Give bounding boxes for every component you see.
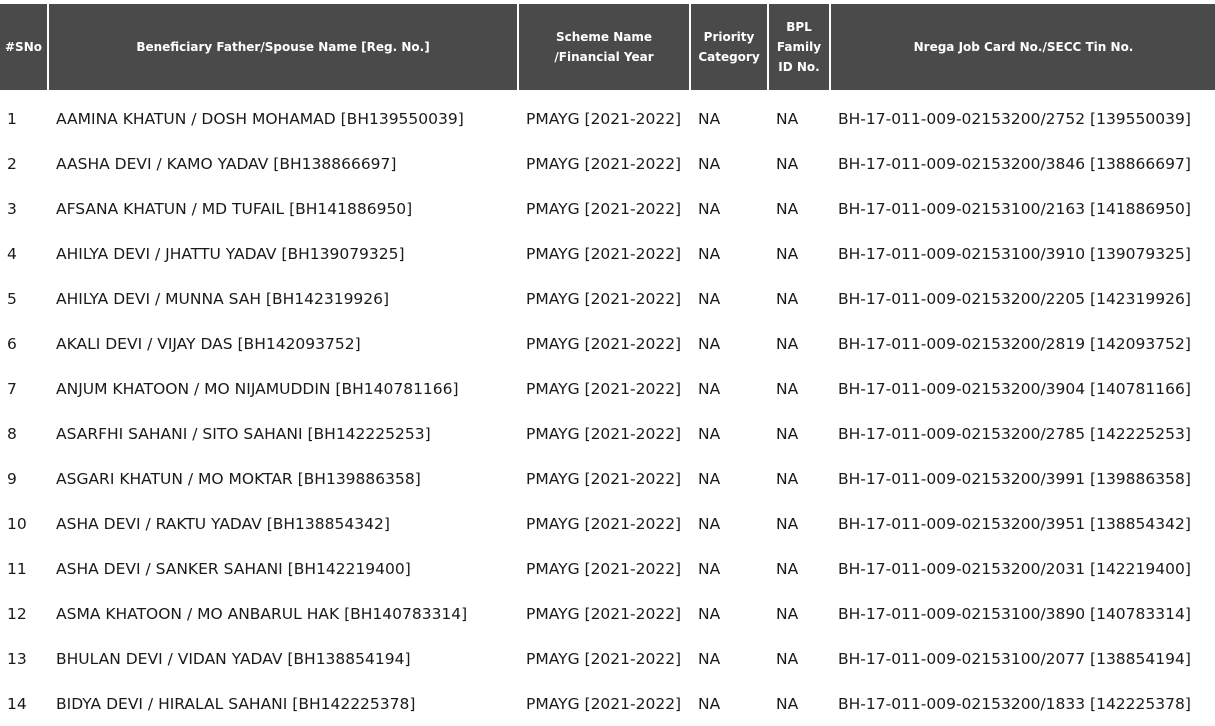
header-bpl[interactable]: BPL Family ID No. — [768, 2, 830, 90]
cell-nrega: BH-17-011-009-02153200/2785 [142225253] — [830, 411, 1215, 456]
cell-priority: NA — [690, 456, 768, 501]
cell-sno: 10 — [0, 501, 48, 546]
cell-scheme: PMAYG [2021-2022] — [518, 411, 690, 456]
cell-nrega: BH-17-011-009-02153200/3904 [140781166] — [830, 366, 1215, 411]
cell-beneficiary: ANJUM KHATOON / MO NIJAMUDDIN [BH140781166] — [48, 366, 518, 411]
cell-sno: 7 — [0, 366, 48, 411]
cell-beneficiary: AAMINA KHATUN / DOSH MOHAMAD [BH139550039] — [48, 90, 518, 141]
cell-nrega: BH-17-011-009-02153200/1833 [142225378] — [830, 681, 1215, 726]
cell-bpl: NA — [768, 366, 830, 411]
header-beneficiary[interactable]: Beneficiary Father/Spouse Name [Reg. No.] — [48, 2, 518, 90]
cell-priority: NA — [690, 591, 768, 636]
cell-bpl: NA — [768, 591, 830, 636]
cell-scheme: PMAYG [2021-2022] — [518, 681, 690, 726]
cell-beneficiary: ASGARI KHATUN / MO MOKTAR [BH139886358] — [48, 456, 518, 501]
cell-bpl: NA — [768, 276, 830, 321]
cell-priority: NA — [690, 366, 768, 411]
cell-nrega: BH-17-011-009-02153100/3890 [140783314] — [830, 591, 1215, 636]
cell-nrega: BH-17-011-009-02153200/3991 [139886358] — [830, 456, 1215, 501]
cell-scheme: PMAYG [2021-2022] — [518, 456, 690, 501]
table-row — [0, 321, 1215, 366]
table-row — [0, 591, 1215, 636]
cell-scheme: PMAYG [2021-2022] — [518, 636, 690, 681]
cell-bpl: NA — [768, 90, 830, 141]
cell-beneficiary: AASHA DEVI / KAMO YADAV [BH138866697] — [48, 141, 518, 186]
table-row — [0, 186, 1215, 231]
header-priority[interactable]: Priority Category — [690, 2, 768, 90]
cell-nrega: BH-17-011-009-02153200/2031 [142219400] — [830, 546, 1215, 591]
cell-sno: 9 — [0, 456, 48, 501]
cell-bpl: NA — [768, 411, 830, 456]
cell-priority: NA — [690, 411, 768, 456]
cell-sno: 3 — [0, 186, 48, 231]
cell-priority: NA — [690, 141, 768, 186]
cell-scheme: PMAYG [2021-2022] — [518, 90, 690, 141]
cell-sno: 1 — [0, 90, 48, 141]
table-row — [0, 501, 1215, 546]
cell-sno: 4 — [0, 231, 48, 276]
cell-beneficiary: AKALI DEVI / VIJAY DAS [BH142093752] — [48, 321, 518, 366]
cell-beneficiary: BHULAN DEVI / VIDAN YADAV [BH138854194] — [48, 636, 518, 681]
table-row — [0, 456, 1215, 501]
cell-beneficiary: BIDYA DEVI / HIRALAL SAHANI [BH142225378] — [48, 681, 518, 726]
cell-beneficiary: AHILYA DEVI / MUNNA SAH [BH142319926] — [48, 276, 518, 321]
cell-bpl: NA — [768, 456, 830, 501]
table-row — [0, 276, 1215, 321]
header-scheme[interactable]: Scheme Name /Financial Year — [518, 2, 690, 90]
cell-sno: 8 — [0, 411, 48, 456]
cell-beneficiary: ASMA KHATOON / MO ANBARUL HAK [BH140783314] — [48, 591, 518, 636]
cell-sno: 12 — [0, 591, 48, 636]
cell-sno: 13 — [0, 636, 48, 681]
cell-beneficiary: ASARFHI SAHANI / SITO SAHANI [BH142225253] — [48, 411, 518, 456]
cell-beneficiary: ASHA DEVI / RAKTU YADAV [BH138854342] — [48, 501, 518, 546]
table-row — [0, 231, 1215, 276]
table-row — [0, 681, 1215, 726]
cell-beneficiary: ASHA DEVI / SANKER SAHANI [BH142219400] — [48, 546, 518, 591]
cell-priority: NA — [690, 231, 768, 276]
table-row — [0, 90, 1215, 141]
cell-scheme: PMAYG [2021-2022] — [518, 366, 690, 411]
cell-nrega: BH-17-011-009-02153200/3846 [138866697] — [830, 141, 1215, 186]
cell-bpl: NA — [768, 501, 830, 546]
cell-sno: 6 — [0, 321, 48, 366]
cell-bpl: NA — [768, 546, 830, 591]
table-row — [0, 411, 1215, 456]
cell-scheme: PMAYG [2021-2022] — [518, 231, 690, 276]
cell-bpl: NA — [768, 636, 830, 681]
cell-scheme: PMAYG [2021-2022] — [518, 276, 690, 321]
table-header-row — [0, 2, 1215, 90]
table-row — [0, 141, 1215, 186]
cell-priority: NA — [690, 681, 768, 726]
cell-bpl: NA — [768, 186, 830, 231]
cell-scheme: PMAYG [2021-2022] — [518, 321, 690, 366]
cell-nrega: BH-17-011-009-02153200/2752 [139550039] — [830, 90, 1215, 141]
cell-bpl: NA — [768, 321, 830, 366]
cell-bpl: NA — [768, 231, 830, 276]
cell-bpl: NA — [768, 141, 830, 186]
cell-priority: NA — [690, 90, 768, 141]
cell-beneficiary: AFSANA KHATUN / MD TUFAIL [BH141886950] — [48, 186, 518, 231]
cell-scheme: PMAYG [2021-2022] — [518, 501, 690, 546]
cell-priority: NA — [690, 501, 768, 546]
cell-nrega: BH-17-011-009-02153200/3951 [138854342] — [830, 501, 1215, 546]
cell-beneficiary: AHILYA DEVI / JHATTU YADAV [BH139079325] — [48, 231, 518, 276]
cell-sno: 2 — [0, 141, 48, 186]
cell-sno: 11 — [0, 546, 48, 591]
cell-scheme: PMAYG [2021-2022] — [518, 591, 690, 636]
cell-priority: NA — [690, 276, 768, 321]
table-row — [0, 636, 1215, 681]
cell-priority: NA — [690, 321, 768, 366]
cell-nrega: BH-17-011-009-02153100/2077 [138854194] — [830, 636, 1215, 681]
cell-sno: 5 — [0, 276, 48, 321]
cell-priority: NA — [690, 186, 768, 231]
cell-scheme: PMAYG [2021-2022] — [518, 141, 690, 186]
cell-priority: NA — [690, 636, 768, 681]
cell-scheme: PMAYG [2021-2022] — [518, 186, 690, 231]
cell-priority: NA — [690, 546, 768, 591]
cell-nrega: BH-17-011-009-02153100/3910 [139079325] — [830, 231, 1215, 276]
cell-nrega: BH-17-011-009-02153200/2205 [142319926] — [830, 276, 1215, 321]
cell-sno: 14 — [0, 681, 48, 726]
table-row — [0, 366, 1215, 411]
cell-nrega: BH-17-011-009-02153200/2819 [142093752] — [830, 321, 1215, 366]
header-sno[interactable]: #SNo — [0, 2, 48, 90]
cell-scheme: PMAYG [2021-2022] — [518, 546, 690, 591]
header-nrega[interactable]: Nrega Job Card No./SECC Tin No. — [830, 2, 1215, 90]
cell-bpl: NA — [768, 681, 830, 726]
table-row — [0, 546, 1215, 591]
cell-nrega: BH-17-011-009-02153100/2163 [141886950] — [830, 186, 1215, 231]
